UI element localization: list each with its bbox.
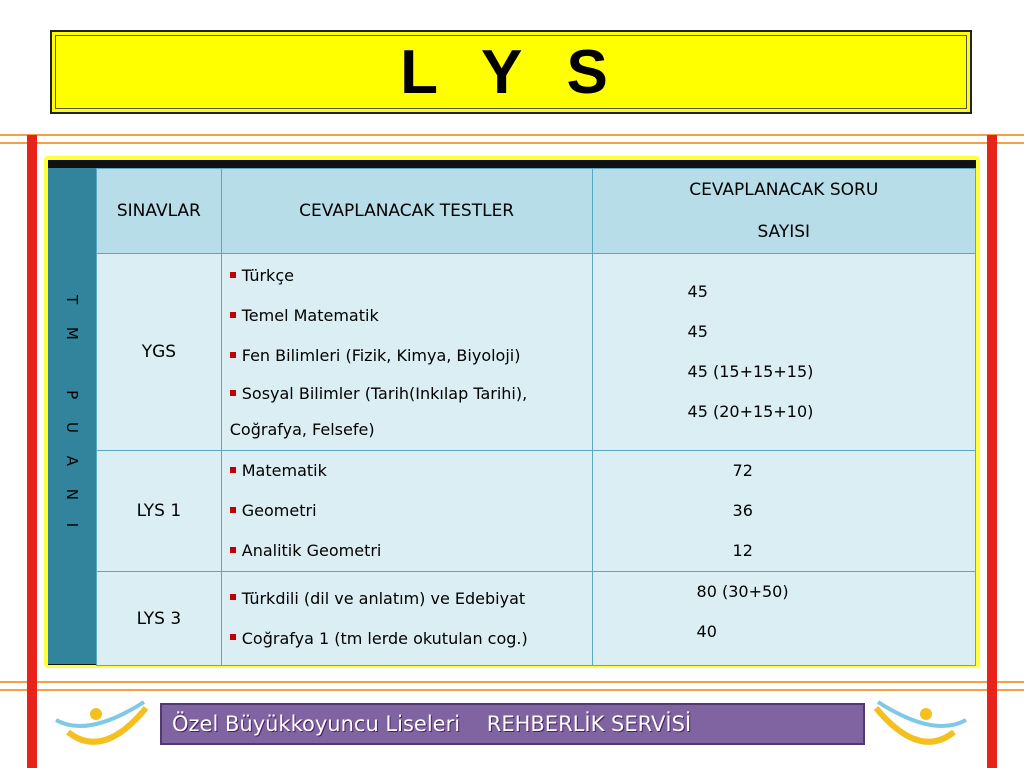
count-value: 72 <box>732 461 753 480</box>
list-item: Matematik <box>222 451 592 491</box>
bottom-rule-1 <box>0 681 1024 683</box>
header-soru-line1: CEVAPLANACAK SORU <box>689 180 879 200</box>
list-item: Coğrafya 1 (tm lerde okutulan cog.) <box>222 619 592 659</box>
table-row <box>97 254 976 451</box>
list-item: Türkdili (dil ve anlatım) ve Edebiyat <box>222 579 592 619</box>
bullet-icon <box>230 594 236 600</box>
bullet-icon <box>230 547 236 553</box>
left-swoosh-logo <box>48 698 148 754</box>
list-item: Temel Matematik <box>222 296 592 336</box>
count-value: 45 <box>687 282 708 301</box>
bottom-rule-2 <box>0 689 1024 691</box>
footer-banner <box>160 703 865 745</box>
table-row <box>97 572 976 666</box>
count-value: 36 <box>732 501 753 520</box>
count-value: 45 <box>687 322 708 341</box>
counts-cell <box>592 572 975 666</box>
title-banner <box>50 30 972 114</box>
counts-cell <box>592 451 975 572</box>
count-value: 45 (20+15+10) <box>687 402 814 421</box>
exam-table <box>96 168 976 666</box>
right-red-bar <box>987 135 997 768</box>
header-soru-line2: SAYISI <box>757 222 811 242</box>
bullet-icon <box>230 312 236 318</box>
header-soru-sayisi <box>592 169 975 254</box>
table-header-row <box>97 169 976 254</box>
left-red-bar <box>27 135 37 768</box>
bullet-icon <box>230 352 236 358</box>
count-value: 40 <box>696 622 717 641</box>
header-sinavlar: SINAVLAR <box>97 169 222 254</box>
list-item: Türkçe <box>222 256 592 296</box>
side-label: T M P U A N I <box>63 295 81 537</box>
exam-name: YGS <box>97 254 222 451</box>
side-strip <box>48 168 96 664</box>
exam-name: LYS 3 <box>97 572 222 666</box>
slide-title: L Y S <box>400 37 622 107</box>
top-rule-2 <box>0 142 1024 144</box>
exam-name: LYS 1 <box>97 451 222 572</box>
table-row <box>97 451 976 572</box>
counts-cell <box>592 254 975 451</box>
list-item: Analitik Geometri <box>222 531 592 571</box>
count-value: 12 <box>732 541 753 560</box>
list-item: Fen Bilimleri (Fizik, Kimya, Biyoloji) <box>222 336 592 376</box>
header-testler: CEVAPLANACAK TESTLER <box>221 169 592 254</box>
bullet-icon <box>230 390 236 396</box>
list-item: Geometri <box>222 491 592 531</box>
list-item: Sosyal Bilimler (Tarih(Inkılap Tarihi), Coğrafya, Felsefe) <box>229 384 528 439</box>
bullet-icon <box>230 467 236 473</box>
count-value: 45 (15+15+15) <box>687 362 814 381</box>
bullet-icon <box>230 272 236 278</box>
tests-cell <box>221 572 592 666</box>
footer-text: Özel Büyükkoyuncu Liseleri REHBERLİK SERVİSİ <box>172 712 692 736</box>
right-swoosh-logo <box>874 698 974 754</box>
bullet-icon <box>230 634 236 640</box>
tests-cell <box>221 451 592 572</box>
top-rule-1 <box>0 134 1024 136</box>
bullet-icon <box>230 507 236 513</box>
tests-cell <box>221 254 592 451</box>
count-value: 80 (30+50) <box>696 582 789 601</box>
